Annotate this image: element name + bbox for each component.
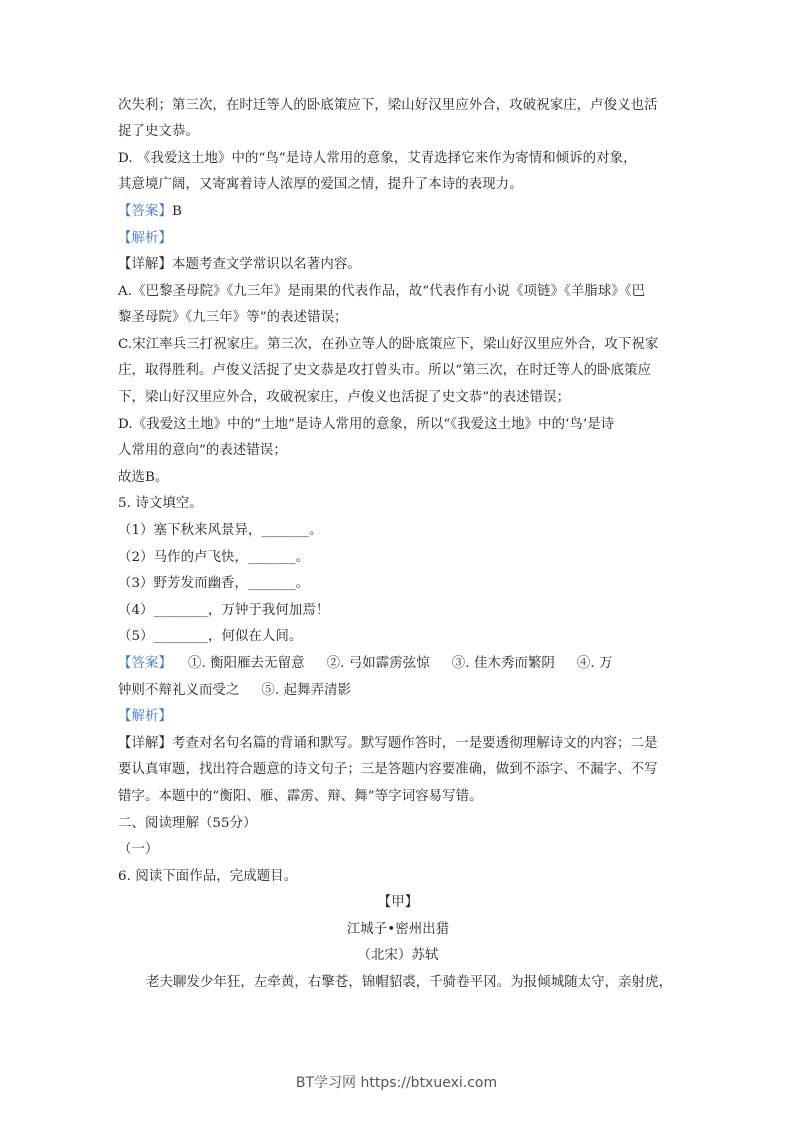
answer-item: ③. 佳木秀而繁阴: [451, 656, 555, 671]
subsection-heading: （一）: [118, 842, 159, 857]
conclusion: 故选B。: [118, 470, 169, 485]
question-6: 6. 阅读下面作品，完成题目。: [118, 869, 298, 884]
detail-text: 考查对名句名篇的背诵和默写。默写题作答时，一是要透彻理解诗文的内容；二是: [171, 736, 658, 751]
analysis-tag: 【解析】: [118, 231, 172, 246]
text-line: 捉了史文恭。: [118, 124, 199, 139]
answer-item: ②. 弓如霹雳弦惊: [326, 656, 430, 671]
detail-tag: 【详解】: [118, 257, 172, 272]
option-d-explanation: D.《我爱这土地》中的“土地”是诗人常用的意象，所以“《我爱这土地》中的‘鸟’是诗: [118, 417, 615, 432]
blank-2: （2）马作的卢飞快，_______。: [118, 550, 310, 565]
blank-4: （4）________，万钟于我何加焉！: [118, 603, 330, 618]
page-footer: BT学习网 https://btxuexi.com: [295, 1075, 498, 1091]
question-5: 5. 诗文填空。: [118, 496, 203, 511]
text-line: 要认真审题，找出符合题意的诗文句子；三是答题内容要准确，做到不添字、不漏字、不写: [118, 762, 658, 777]
detail-line: [118, 736, 658, 752]
text-line: 其意境广阔，又寄寓着诗人浓厚的爱国之情，提升了本诗的表现力。: [118, 177, 523, 192]
detail-text: 本题考查文学常识以名著内容。: [171, 257, 361, 272]
section-heading: 二、阅读理解（55分）: [118, 816, 257, 831]
blank-3: （3）野芳发而幽香，_______。: [118, 576, 310, 591]
text-line: 错字。本题中的“衡阳、雁、霹雳、辩、舞”等字词容易写错。: [118, 789, 483, 804]
poem-author: （北宋）苏轼: [357, 948, 439, 963]
answer-item: ⑤. 起舞弄清影: [261, 683, 352, 698]
detail-line: [118, 257, 361, 273]
answer-line: [118, 683, 351, 699]
text-line: 次失利；第三次，在时迁等人的卧底策应下，梁山好汉里应外合，攻破祝家庄，卢俊义也活: [118, 98, 658, 113]
answer-tag: 【答案】: [118, 204, 172, 219]
option-d: D. 《我爱这土地》中的“鸟”是诗人常用的意象，艾青选择它来作为寄情和倾诉的对象，: [118, 151, 637, 166]
answer-tag: 【答案】: [118, 656, 172, 671]
answer-line: [118, 204, 182, 220]
answer-item: ④. 万: [576, 656, 613, 671]
text-line: 人常用的意向”的表述错误；: [118, 443, 287, 458]
option-c-explanation: C.宋江率兵三打祝家庄。第三次，在孙立等人的卧底策应下，梁山好汉里应外合，攻下祝家: [118, 337, 659, 352]
answer-item: ①. 衡阳雁去无留意: [187, 656, 305, 671]
text-line: 下，梁山好汉里应外合，攻破祝家庄，卢俊义也活捉了史文恭”的表述错误；: [118, 390, 571, 405]
answer-line: [118, 656, 613, 672]
text-line: 黎圣母院》《九三年》等”的表述错误；: [118, 310, 348, 325]
answer-item: 钟则不辩礼义而受之: [118, 683, 240, 698]
answer-value: B: [171, 204, 182, 219]
blank-1: （1）塞下秋来风景异，_______。: [118, 523, 323, 538]
detail-tag: 【详解】: [118, 736, 172, 751]
option-a-explanation: A.《巴黎圣母院》《九三年》是雨果的代表作品，故“代表作有小说《项链》《羊脂球》《巴: [118, 284, 646, 299]
poem-title: 江城子•密州出猎: [346, 922, 450, 937]
text-line: 庄，取得胜利。卢俊义活捉了史文恭是攻打曾头市。所以“第三次，在时迁等人的卧底策应: [118, 363, 652, 378]
analysis-tag: 【解析】: [118, 709, 172, 724]
poem-label: 【甲】: [377, 895, 419, 910]
blank-5: （5）________，何似在人间。: [118, 629, 303, 644]
poem-text: 老夫聊发少年狂，左牵黄，右擎苍，锦帽貂裘，千骑卷平冈。为报倾城随太守，亲射虎，: [146, 975, 673, 990]
